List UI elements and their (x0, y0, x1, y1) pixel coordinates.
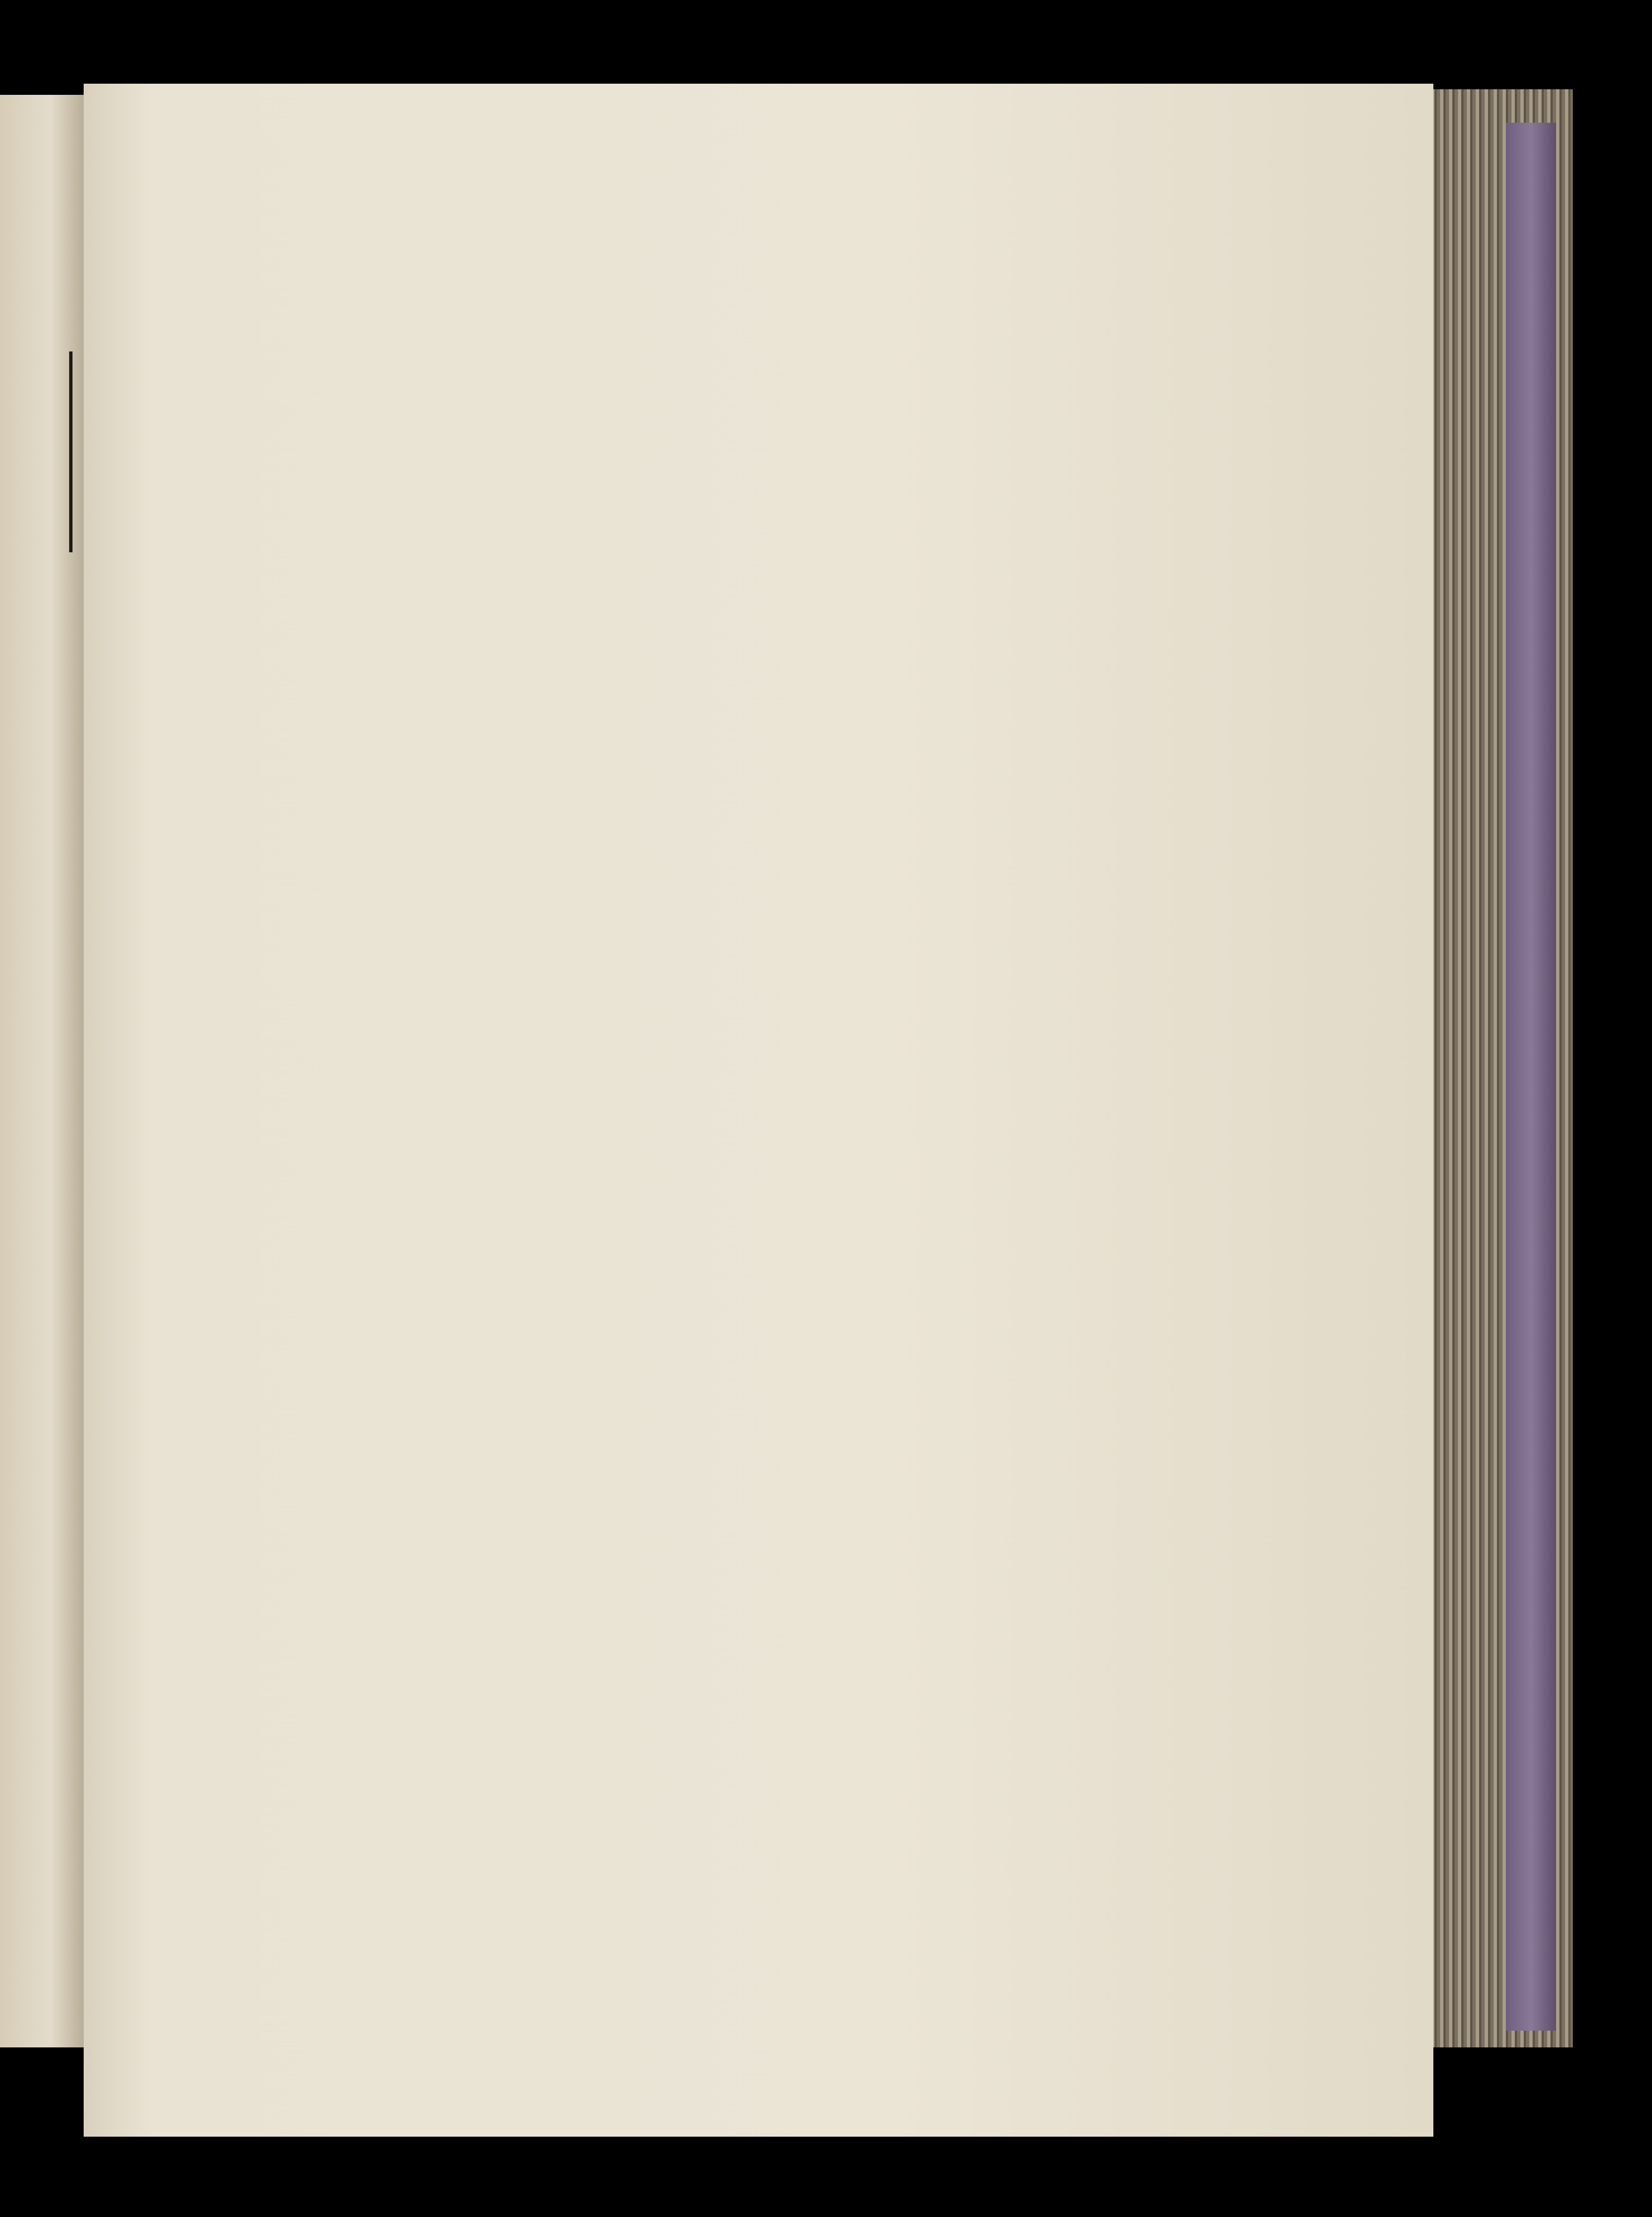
left-page-rule (69, 351, 73, 552)
book-page (84, 84, 1433, 2137)
page-edge-binding (1506, 123, 1556, 2031)
left-page (0, 95, 84, 2047)
